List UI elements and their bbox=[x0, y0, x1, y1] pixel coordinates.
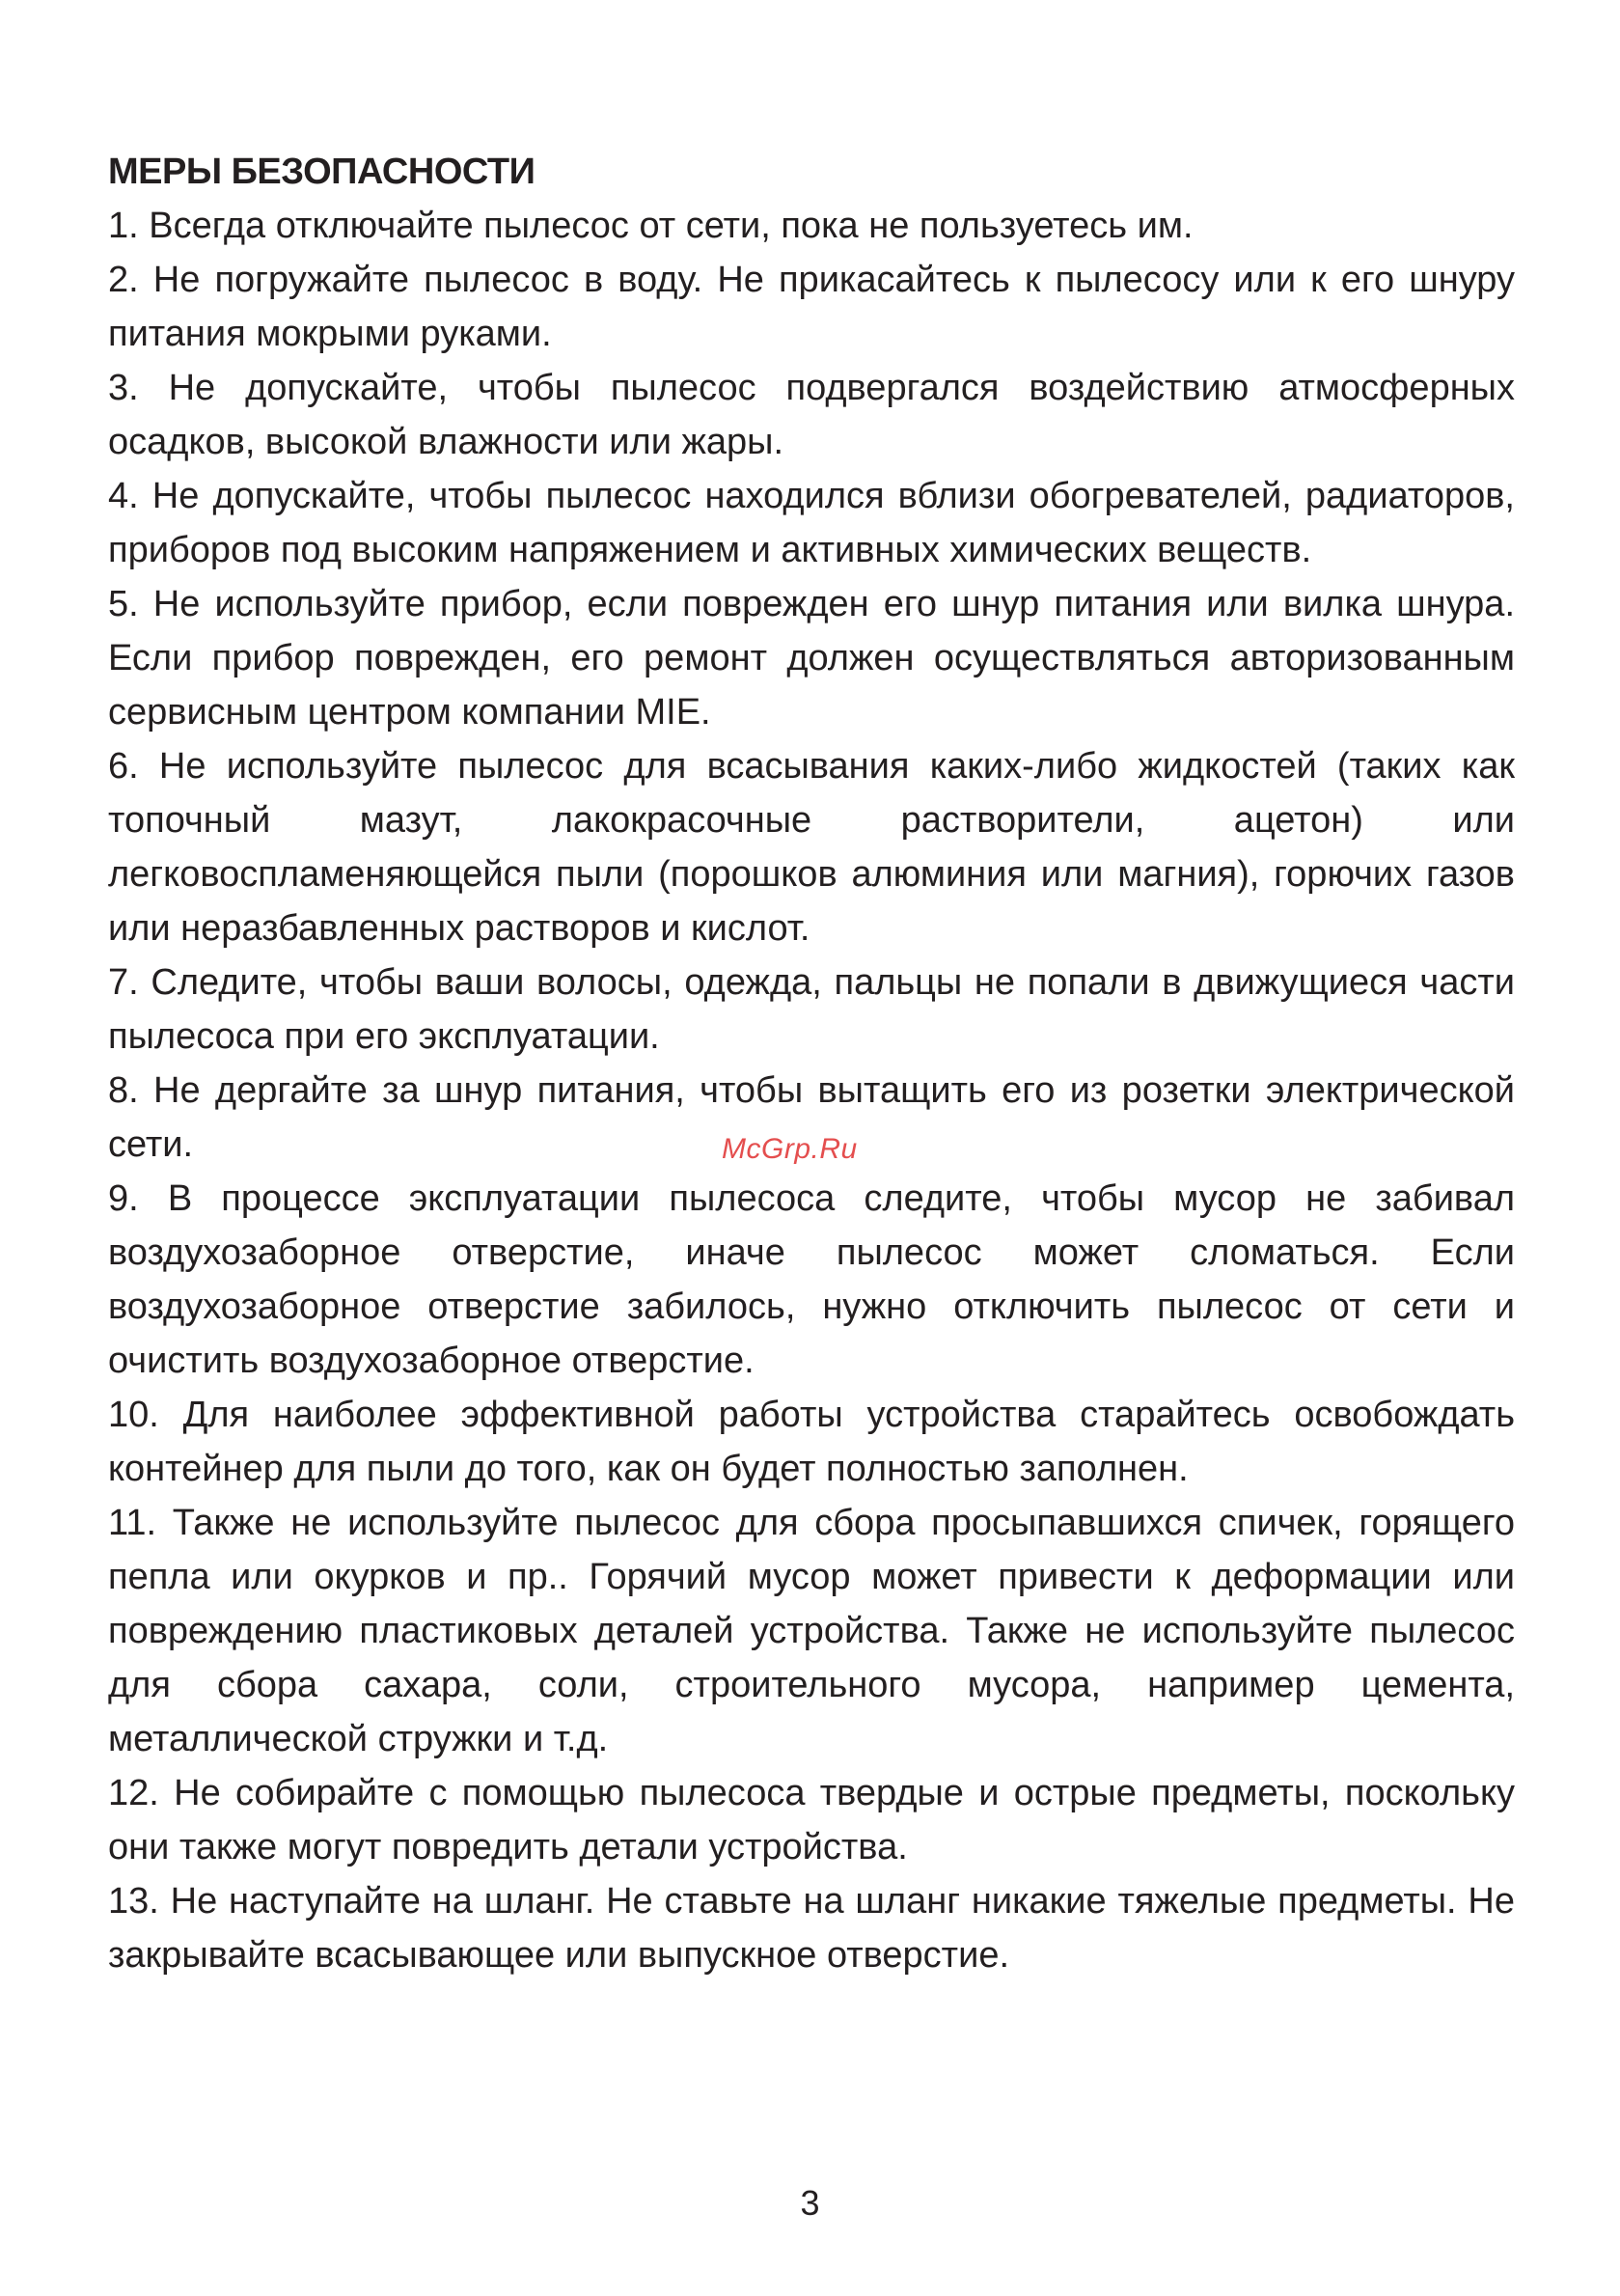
page-content bbox=[108, 145, 1515, 1982]
safety-item-11: 11. Также не используйте пылесос для сбора просыпавшихся спичек, горящего пепла или окурков и пр.. Горячий мусор может привести к деформации или повреждению пластиковых деталей устройства. Также не используйте пылесос для сбора сахара, соли, строительного мусора, например цемента, металлической стружки и т.д. bbox=[108, 1503, 1515, 1759]
safety-item-3: 3. Не допускайте, чтобы пылесос подвергался воздействию атмосферных осадков, высокой влажности или жары. bbox=[108, 368, 1515, 462]
safety-item-4: 4. Не допускайте, чтобы пылесос находился вблизи обогревателей, радиаторов, приборов под высоким напряжением и активных химических веществ. bbox=[108, 476, 1515, 570]
safety-item-7: 7. Следите, чтобы ваши волосы, одежда, пальцы не попали в движущиеся части пылесоса при его эксплуатации. bbox=[108, 962, 1515, 1057]
safety-item-6: 6. Не используйте пылесос для всасывания каких-либо жидкостей (таких как топочный мазут, лакокрасочные растворители, ацетон) или легковоспламеняющейся пыли (порошков алюминия или магния), горючих газов или неразбавленных растворов и кислот. bbox=[108, 746, 1515, 949]
section-heading: МЕРЫ БЕЗОПАСНОСТИ bbox=[108, 152, 535, 192]
safety-item-5: 5. Не используйте прибор, если поврежден его шнур питания или вилка шнура. Если прибор поврежден, его ремонт должен осуществляться авторизованным сервисным центром компании MIE. bbox=[108, 584, 1515, 733]
safety-item-10: 10. Для наиболее эффективной работы устройства старайтесь освобождать контейнер для пыли до того, как он будет полностью заполнен. bbox=[108, 1395, 1515, 1489]
page-number: 3 bbox=[800, 2183, 820, 2223]
safety-item-1: 1. Всегда отключайте пылесос от сети, пока не пользуетесь им. bbox=[108, 206, 1194, 246]
safety-item-13: 13. Не наступайте на шланг. Не ставьте на шланг никакие тяжелые предметы. Не закрывайте всасывающее или выпускное отверстие. bbox=[108, 1881, 1515, 1976]
safety-item-2: 2. Не погружайте пылесос в воду. Не прикасайтесь к пылесосу или к его шнуру питания мокрыми руками. bbox=[108, 260, 1515, 354]
safety-list bbox=[108, 199, 1515, 1982]
safety-item-9: 9. В процессе эксплуатации пылесоса следите, чтобы мусор не забивал воздухозаборное отверстие, иначе пылесос может сломаться. Если воздухозаборное отверстие забилось, нужно отключить пылесос от сети и очистить воздухозаборное отверстие. bbox=[108, 1178, 1515, 1381]
safety-item-12: 12. Не собирайте с помощью пылесоса твердые и острые предметы, поскольку они также могут повредить детали устройства. bbox=[108, 1773, 1515, 1867]
safety-item-8: 8. Не дергайте за шнур питания, чтобы вытащить его из розетки электрической сети. bbox=[108, 1070, 1515, 1165]
watermark: McGrp.Ru bbox=[722, 1133, 858, 1165]
